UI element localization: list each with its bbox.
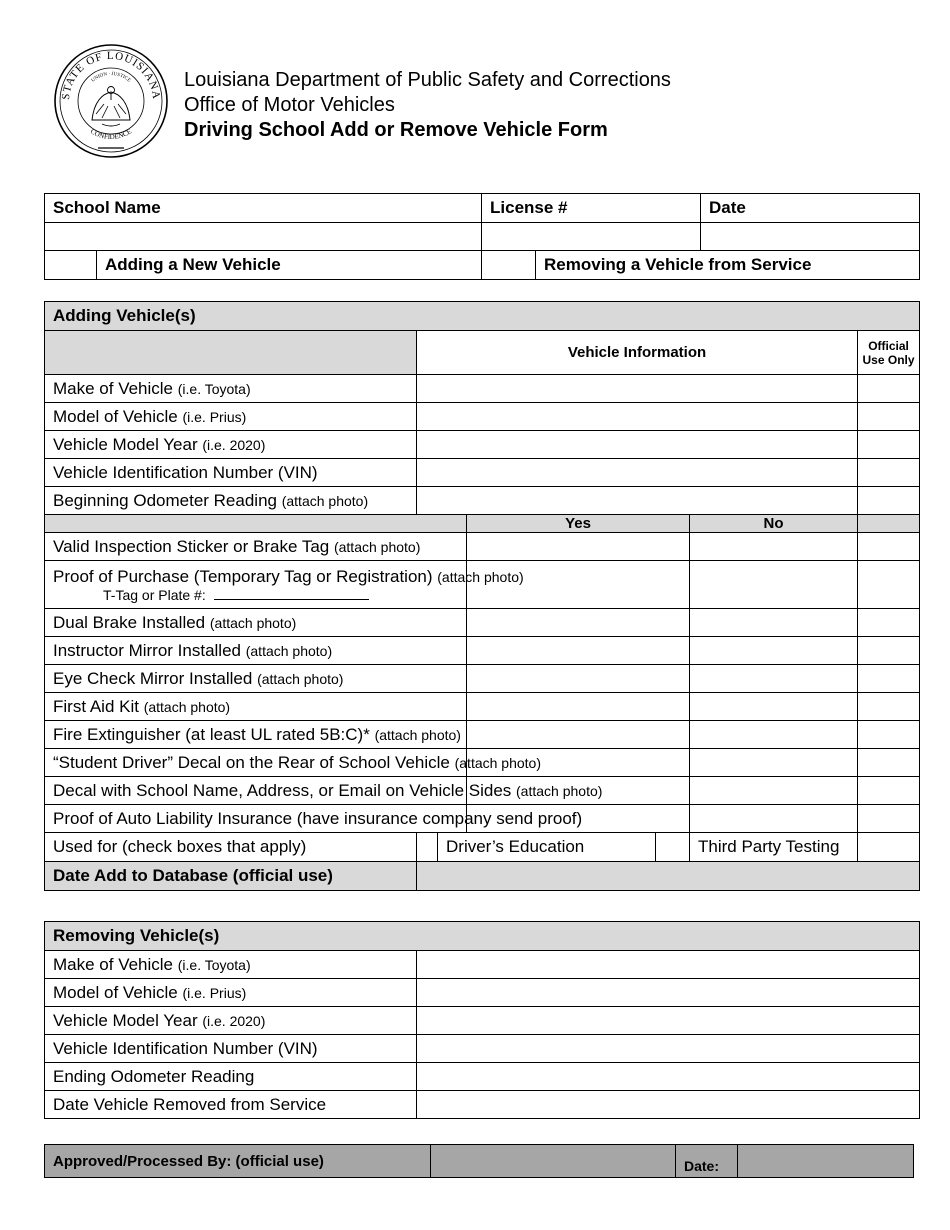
no-header: No (690, 515, 858, 533)
adding-new-vehicle-label: Adding a New Vehicle (97, 251, 482, 280)
svg-text:STATE OF LOUISIANA: STATE OF LOUISIANA (59, 49, 163, 101)
checklist-row (45, 693, 920, 721)
approved-by-field[interactable] (431, 1145, 676, 1178)
ttag-plate-label: T-Tag or Plate #: (103, 586, 206, 603)
remove-vehicle-model-year-label-text: Vehicle Model Year (53, 1010, 198, 1030)
check-student-driver-decal-on-the-rear-of-scho-label-note: (attach photo) (454, 754, 541, 771)
removing-vehicle-label: Removing a Vehicle from Service (536, 251, 920, 280)
check-eye-check-mirror-installed-official[interactable] (858, 665, 920, 693)
check-first-aid-kit-no-box[interactable] (690, 693, 858, 721)
date-added-field[interactable] (417, 862, 920, 891)
removing-vehicle-checkbox[interactable] (482, 251, 536, 280)
checklist-row (45, 665, 920, 693)
check-valid-inspection-sticker-or-brake-tag-yes-box[interactable] (467, 533, 690, 561)
add-beginning-odometer-reading-official[interactable] (858, 487, 920, 515)
remove-date-vehicle-removed-from-service-label (45, 1091, 417, 1119)
check-decal-with-school-name-address-or-email--label-note: (attach photo) (516, 782, 603, 799)
add-make-of-vehicle-label-text: Make of Vehicle (53, 378, 174, 398)
add-make-of-vehicle-official[interactable] (858, 375, 920, 403)
check-first-aid-kit-label (45, 693, 467, 721)
checklist-row (45, 721, 920, 749)
adding-info-row (45, 403, 920, 431)
check-proof-of-purchase-temporary-tag-or-regis-official[interactable] (858, 561, 920, 609)
remove-vehicle-model-year-label-note: (i.e. 2020) (202, 1012, 266, 1029)
vehicle-information-header: Vehicle Information (417, 331, 858, 375)
drivers-education-checkbox[interactable] (417, 833, 438, 862)
school-name-label: School Name (45, 194, 482, 223)
add-vehicle-identification-number-vin-label (45, 459, 417, 487)
check-first-aid-kit-label-text: First Aid Kit (53, 696, 139, 716)
check-proof-of-purchase-temporary-tag-or-regis-label-text: Proof of Purchase (Temporary Tag or Registration) (53, 566, 433, 586)
add-beginning-odometer-reading-label (45, 487, 417, 515)
check-instructor-mirror-installed-label (45, 637, 467, 665)
removing-info-row (45, 951, 920, 979)
checklist-row (45, 805, 920, 833)
date-label: Date (701, 194, 920, 223)
check-dual-brake-installed-official[interactable] (858, 609, 920, 637)
add-beginning-odometer-reading-label-text: Beginning Odometer Reading (53, 490, 277, 510)
remove-vehicle-identification-number-vin-label-text: Vehicle Identification Number (VIN) (53, 1038, 318, 1058)
check-proof-of-purchase-temporary-tag-or-regis-label (45, 561, 524, 609)
check-fire-extinguisher-at-least-ul-rated-5b-c-label-note: (attach photo) (374, 726, 461, 743)
remove-make-of-vehicle-field[interactable] (417, 951, 920, 979)
check-eye-check-mirror-installed-label-text: Eye Check Mirror Installed (53, 668, 253, 688)
check-first-aid-kit-official[interactable] (858, 693, 920, 721)
adding-vehicles-table (44, 301, 920, 891)
school-name-field[interactable] (45, 223, 482, 251)
removing-info-row (45, 1091, 920, 1119)
department-name: Louisiana Department of Public Safety and Corrections (184, 69, 671, 91)
ttag-plate-input[interactable] (214, 587, 369, 600)
remove-model-of-vehicle-label-text: Model of Vehicle (53, 982, 178, 1002)
adding-header-blank (45, 331, 417, 375)
check-instructor-mirror-installed-yes-box[interactable] (467, 637, 690, 665)
approval-table (44, 1144, 914, 1178)
checklist-row (45, 533, 920, 561)
drivers-education-label: Driver’s Education (438, 833, 656, 862)
removing-section-title: Removing Vehicle(s) (45, 922, 920, 951)
check-decal-with-school-name-address-or-email--no-box[interactable] (690, 777, 858, 805)
check-valid-inspection-sticker-or-brake-tag-official[interactable] (858, 533, 920, 561)
add-model-of-vehicle-field[interactable] (417, 403, 858, 431)
check-proof-of-auto-liability-insurance-have-i-official[interactable] (858, 805, 920, 833)
removing-info-row (45, 1007, 920, 1035)
ttag-plate-line (53, 587, 458, 603)
check-student-driver-decal-on-the-rear-of-scho-no-box[interactable] (690, 749, 858, 777)
remove-vehicle-model-year-label (45, 1007, 417, 1035)
check-proof-of-purchase-temporary-tag-or-regis-no-box[interactable] (690, 561, 858, 609)
check-fire-extinguisher-at-least-ul-rated-5b-c-yes-box[interactable] (467, 721, 690, 749)
license-label: License # (482, 194, 701, 223)
check-decal-with-school-name-address-or-email--official[interactable] (858, 777, 920, 805)
check-valid-inspection-sticker-or-brake-tag-label (45, 533, 467, 561)
form-header (184, 68, 671, 143)
add-beginning-odometer-reading-field[interactable] (417, 487, 858, 515)
removing-info-row (45, 1063, 920, 1091)
checklist-row (45, 637, 920, 665)
add-model-of-vehicle-label-text: Model of Vehicle (53, 406, 178, 426)
check-fire-extinguisher-at-least-ul-rated-5b-c-official[interactable] (858, 721, 920, 749)
check-instructor-mirror-installed-official[interactable] (858, 637, 920, 665)
check-fire-extinguisher-at-least-ul-rated-5b-c-no-box[interactable] (690, 721, 858, 749)
check-first-aid-kit-yes-box[interactable] (467, 693, 690, 721)
date-added-label: Date Add to Database (official use) (45, 862, 417, 891)
check-valid-inspection-sticker-or-brake-tag-label-text: Valid Inspection Sticker or Brake Tag (53, 536, 330, 556)
remove-date-vehicle-removed-from-service-field[interactable] (417, 1091, 920, 1119)
add-model-of-vehicle-label (45, 403, 417, 431)
remove-ending-odometer-reading-label-text: Ending Odometer Reading (53, 1066, 255, 1086)
check-dual-brake-installed-yes-box[interactable] (467, 609, 690, 637)
adding-section-title: Adding Vehicle(s) (45, 302, 920, 331)
add-make-of-vehicle-field[interactable] (417, 375, 858, 403)
check-student-driver-decal-on-the-rear-of-scho-official[interactable] (858, 749, 920, 777)
check-instructor-mirror-installed-label-text: Instructor Mirror Installed (53, 640, 241, 660)
remove-make-of-vehicle-label (45, 951, 417, 979)
state-seal-logo (52, 42, 170, 160)
add-vehicle-identification-number-vin-official[interactable] (858, 459, 920, 487)
add-make-of-vehicle-label-note: (i.e. Toyota) (177, 380, 251, 397)
add-vehicle-model-year-official[interactable] (858, 431, 920, 459)
approval-date-label: Date: (676, 1145, 738, 1178)
add-model-of-vehicle-official[interactable] (858, 403, 920, 431)
check-eye-check-mirror-installed-label-note: (attach photo) (257, 670, 344, 687)
adding-info-row (45, 375, 920, 403)
adding-info-row (45, 487, 920, 515)
removing-vehicles-table (44, 921, 920, 1119)
office-name: Office of Motor Vehicles (184, 94, 395, 116)
add-vehicle-model-year-label-text: Vehicle Model Year (53, 434, 198, 454)
remove-model-of-vehicle-label-note: (i.e. Prius) (182, 984, 247, 1001)
third-party-testing-label: Third Party Testing (690, 833, 858, 862)
checklist-row (45, 609, 920, 637)
checklist-row (45, 749, 920, 777)
add-model-of-vehicle-label-note: (i.e. Prius) (182, 408, 247, 425)
adding-new-vehicle-checkbox[interactable] (45, 251, 97, 280)
remove-vehicle-identification-number-vin-label (45, 1035, 417, 1063)
add-make-of-vehicle-label (45, 375, 417, 403)
svg-text:CONFIDENCE: CONFIDENCE (88, 127, 134, 142)
check-eye-check-mirror-installed-no-box[interactable] (690, 665, 858, 693)
add-vehicle-model-year-label (45, 431, 417, 459)
check-instructor-mirror-installed-label-note: (attach photo) (245, 642, 333, 659)
remove-make-of-vehicle-label-note: (i.e. Toyota) (177, 956, 251, 973)
adding-info-row (45, 459, 920, 487)
removing-info-row (45, 1035, 920, 1063)
add-vehicle-identification-number-vin-label-text: Vehicle Identification Number (VIN) (53, 462, 318, 482)
check-proof-of-auto-liability-insurance-have-i-label (45, 805, 583, 833)
check-eye-check-mirror-installed-label (45, 665, 467, 693)
third-party-testing-checkbox[interactable] (656, 833, 690, 862)
license-field[interactable] (482, 223, 701, 251)
check-fire-extinguisher-at-least-ul-rated-5b-c-label-text: Fire Extinguisher (at least UL rated 5B:C)* (53, 724, 370, 744)
checklist-row (45, 561, 920, 609)
check-dual-brake-installed-no-box[interactable] (690, 609, 858, 637)
used-for-label: Used for (check boxes that apply) (45, 833, 417, 862)
check-dual-brake-installed-label-note: (attach photo) (209, 614, 297, 631)
remove-ending-odometer-reading-label (45, 1063, 417, 1091)
approved-by-label: Approved/Processed By: (official use) (45, 1145, 431, 1178)
yes-header: Yes (467, 515, 690, 533)
official-header-blank (858, 515, 920, 533)
form-title: Driving School Add or Remove Vehicle Form (184, 119, 608, 141)
remove-model-of-vehicle-field[interactable] (417, 979, 920, 1007)
check-dual-brake-installed-label (45, 609, 467, 637)
check-student-driver-decal-on-the-rear-of-scho-label (45, 749, 541, 777)
remove-vehicle-identification-number-vin-field[interactable] (417, 1035, 920, 1063)
check-proof-of-purchase-temporary-tag-or-regis-label-note: (attach photo) (437, 568, 524, 585)
check-valid-inspection-sticker-or-brake-tag-label-note: (attach photo) (333, 538, 421, 555)
check-valid-inspection-sticker-or-brake-tag-no-box[interactable] (690, 533, 858, 561)
remove-date-vehicle-removed-from-service-label-text: Date Vehicle Removed from Service (53, 1094, 327, 1114)
remove-make-of-vehicle-label-text: Make of Vehicle (53, 954, 174, 974)
remove-vehicle-model-year-field[interactable] (417, 1007, 920, 1035)
check-dual-brake-installed-label-text: Dual Brake Installed (53, 612, 206, 632)
used-for-official-cell[interactable] (858, 833, 920, 862)
remove-model-of-vehicle-label (45, 979, 417, 1007)
adding-info-row (45, 431, 920, 459)
check-eye-check-mirror-installed-yes-box[interactable] (467, 665, 690, 693)
check-proof-of-auto-liability-insurance-have-i-label-text: Proof of Auto Liability Insurance (have insurance company send proof) (53, 808, 583, 828)
check-decal-with-school-name-address-or-email--label (45, 777, 603, 805)
add-vehicle-model-year-field[interactable] (417, 431, 858, 459)
remove-ending-odometer-reading-field[interactable] (417, 1063, 920, 1091)
removing-info-row (45, 979, 920, 1007)
add-vehicle-model-year-label-note: (i.e. 2020) (202, 436, 266, 453)
yes-no-header-blank (45, 515, 467, 533)
check-proof-of-auto-liability-insurance-have-i-no-box[interactable] (690, 805, 858, 833)
school-info-table (44, 193, 920, 280)
check-fire-extinguisher-at-least-ul-rated-5b-c-label (45, 721, 467, 749)
check-instructor-mirror-installed-no-box[interactable] (690, 637, 858, 665)
check-decal-with-school-name-address-or-email--label-text: Decal with School Name, Address, or Email on Vehicle Sides (53, 780, 512, 800)
official-use-only-header: Official Use Only (858, 331, 920, 375)
add-beginning-odometer-reading-label-note: (attach photo) (281, 492, 369, 509)
add-vehicle-identification-number-vin-field[interactable] (417, 459, 858, 487)
date-field[interactable] (701, 223, 920, 251)
approval-date-field[interactable] (738, 1145, 914, 1178)
check-student-driver-decal-on-the-rear-of-scho-label-text: “Student Driver” Decal on the Rear of School Vehicle (53, 752, 450, 772)
checklist-row (45, 777, 920, 805)
svg-text:UNION · JUSTICE: UNION · JUSTICE (90, 71, 132, 84)
check-first-aid-kit-label-note: (attach photo) (143, 698, 231, 715)
